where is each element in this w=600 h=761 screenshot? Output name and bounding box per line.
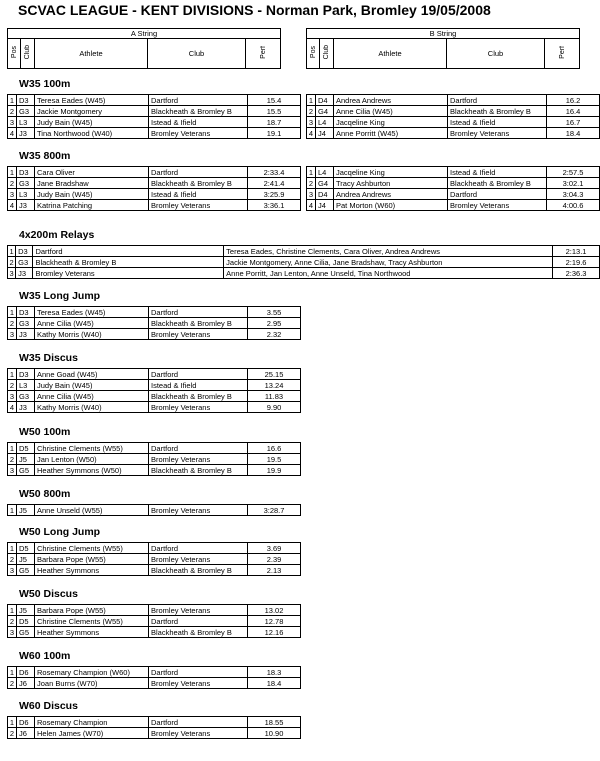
table-row xyxy=(8,554,301,565)
club-cell: Blackheath & Bromley B xyxy=(448,178,547,189)
position-cell: 2 xyxy=(8,178,17,189)
position-cell: 1 xyxy=(8,505,17,516)
table-row xyxy=(8,167,301,178)
performance-cell: 12.16 xyxy=(248,627,301,638)
table-row xyxy=(8,678,301,689)
event-title: W60 Discus xyxy=(19,700,78,712)
table-row xyxy=(8,307,301,318)
performance-cell: 19.5 xyxy=(248,454,301,465)
club-code-header: Club xyxy=(323,45,330,60)
table-row xyxy=(8,565,301,576)
club-code-cell: J5 xyxy=(17,454,35,465)
club-code-cell: G5 xyxy=(17,565,35,576)
athlete-header: Athlete xyxy=(334,39,447,69)
athlete-cell: Jacqeline King xyxy=(334,117,448,128)
club-code-cell: D5 xyxy=(17,616,35,627)
club-cell: Istead & Ifield xyxy=(149,380,248,391)
club-header: Club xyxy=(148,39,246,69)
athlete-cell: Judy Bain (W45) xyxy=(35,189,149,200)
position-cell: 2 xyxy=(8,318,17,329)
club-code-cell: G4 xyxy=(316,178,334,189)
club-code-cell: J5 xyxy=(17,505,35,516)
performance-cell: 3:04.3 xyxy=(547,189,600,200)
table-row xyxy=(307,200,600,211)
athlete-cell: Christine Clements (W55) xyxy=(35,443,149,454)
event-title: W35 Long Jump xyxy=(19,290,101,302)
club-code-cell: G4 xyxy=(316,106,334,117)
club-code-cell: J4 xyxy=(316,128,334,139)
club-code-cell: L4 xyxy=(316,167,334,178)
a-string-results-table xyxy=(7,666,301,689)
athlete-cell: Judy Bain (W45) xyxy=(35,117,149,128)
club-code-cell: G3 xyxy=(17,318,35,329)
club-code-cell: G3 xyxy=(17,178,35,189)
club-cell: Dartford xyxy=(448,189,547,200)
team-cell: Dartford xyxy=(33,246,224,257)
club-header: Club xyxy=(447,39,545,69)
table-row xyxy=(8,391,301,402)
event-title: W35 Discus xyxy=(19,352,78,364)
position-cell: 2 xyxy=(8,106,17,117)
position-cell: 4 xyxy=(8,128,17,139)
club-code-cell: D3 xyxy=(17,167,35,178)
club-cell: Blackheath & Bromley B xyxy=(149,465,248,476)
club-code-cell: J5 xyxy=(17,605,35,616)
table-row xyxy=(8,268,600,279)
position-cell: 4 xyxy=(307,200,316,211)
position-cell: 2 xyxy=(8,554,17,565)
athlete-cell: Andrea Andrews xyxy=(334,95,448,106)
position-cell: 1 xyxy=(8,443,17,454)
performance-cell: 19.9 xyxy=(248,465,301,476)
athlete-cell: Anne Cilia (W45) xyxy=(334,106,448,117)
athlete-cell: Barbara Pope (W55) xyxy=(35,605,149,616)
performance-cell: 13.02 xyxy=(248,605,301,616)
position-cell: 3 xyxy=(8,627,17,638)
club-code-header: Club xyxy=(24,45,31,60)
table-row xyxy=(8,728,301,739)
club-cell: Dartford xyxy=(149,307,248,318)
club-cell: Bromley Veterans xyxy=(149,728,248,739)
position-cell: 4 xyxy=(8,402,17,413)
event-title: W60 100m xyxy=(19,650,71,662)
table-row xyxy=(8,329,301,340)
team-members-cell: Teresa Eades, Christine Clements, Cara Oliver, Andrea Andrews xyxy=(224,246,553,257)
a-string-results-table xyxy=(7,442,301,476)
performance-cell: 25.15 xyxy=(248,369,301,380)
position-cell: 1 xyxy=(8,167,17,178)
club-code-cell: D5 xyxy=(17,443,35,454)
club-code-cell: J3 xyxy=(17,329,35,340)
position-cell: 2 xyxy=(307,178,316,189)
club-cell: Dartford xyxy=(149,717,248,728)
table-row xyxy=(8,369,301,380)
table-row xyxy=(8,667,301,678)
performance-cell: 2.95 xyxy=(248,318,301,329)
performance-cell: 3:25.9 xyxy=(248,189,301,200)
club-cell: Dartford xyxy=(149,167,248,178)
position-cell: 1 xyxy=(8,369,17,380)
pos-header: Pos xyxy=(309,46,317,59)
club-cell: Blackheath & Bromley B xyxy=(149,178,248,189)
athlete-cell: Christine Clements (W55) xyxy=(35,543,149,554)
athlete-cell: Jackie Montgomery xyxy=(35,106,149,117)
performance-cell: 3:02.1 xyxy=(547,178,600,189)
table-row xyxy=(8,200,301,211)
athlete-cell: Jacqeline King xyxy=(334,167,448,178)
position-cell: 1 xyxy=(8,543,17,554)
club-cell: Bromley Veterans xyxy=(149,200,248,211)
table-row xyxy=(8,318,301,329)
table-row xyxy=(8,616,301,627)
table-row xyxy=(307,106,600,117)
table-row xyxy=(8,717,301,728)
club-code-cell: D4 xyxy=(316,95,334,106)
performance-cell: 11.83 xyxy=(248,391,301,402)
relay-results-table xyxy=(7,245,600,279)
table-row xyxy=(8,443,301,454)
club-cell: Dartford xyxy=(149,443,248,454)
club-code-cell: J3 xyxy=(17,402,35,413)
club-cell: Bromley Veterans xyxy=(149,678,248,689)
team-cell: Blackheath & Bromley B xyxy=(33,257,224,268)
position-cell: 3 xyxy=(8,465,17,476)
performance-cell: 2:36.3 xyxy=(553,268,600,279)
athlete-cell: Helen James (W70) xyxy=(35,728,149,739)
a-string-results-table xyxy=(7,94,301,139)
club-cell: Blackheath & Bromley B xyxy=(149,318,248,329)
club-cell: Dartford xyxy=(149,616,248,627)
athlete-cell: Pat Morton (W60) xyxy=(334,200,448,211)
club-cell: Blackheath & Bromley B xyxy=(149,565,248,576)
club-code-cell: D5 xyxy=(17,543,35,554)
club-cell: Blackheath & Bromley B xyxy=(448,106,547,117)
performance-cell: 16.4 xyxy=(547,106,600,117)
performance-cell: 2:57.5 xyxy=(547,167,600,178)
club-code-cell: G5 xyxy=(17,627,35,638)
position-cell: 2 xyxy=(8,616,17,627)
performance-cell: 12.78 xyxy=(248,616,301,627)
club-code-cell: D3 xyxy=(16,246,33,257)
athlete-cell: Tracy Ashburton xyxy=(334,178,448,189)
performance-cell: 9.90 xyxy=(248,402,301,413)
athlete-cell: Teresa Eades (W45) xyxy=(35,95,149,106)
club-cell: Bromley Veterans xyxy=(149,402,248,413)
club-cell: Istead & Ifield xyxy=(149,189,248,200)
position-cell: 1 xyxy=(8,605,17,616)
position-cell: 2 xyxy=(8,380,17,391)
club-cell: Istead & Ifield xyxy=(149,117,248,128)
performance-cell: 2.39 xyxy=(248,554,301,565)
table-row xyxy=(8,505,301,516)
performance-cell: 3.69 xyxy=(248,543,301,554)
athlete-cell: Barbara Pope (W55) xyxy=(35,554,149,565)
table-row xyxy=(8,189,301,200)
club-code-cell: G3 xyxy=(17,391,35,402)
b-string-results-table xyxy=(306,94,600,139)
position-cell: 1 xyxy=(8,307,17,318)
athlete-header: Athlete xyxy=(35,39,148,69)
athlete-cell: Judy Bain (W45) xyxy=(35,380,149,391)
event-title: W50 800m xyxy=(19,488,71,500)
club-cell: Bromley Veterans xyxy=(448,128,547,139)
position-cell: 2 xyxy=(9,257,14,267)
performance-cell: 18.7 xyxy=(248,117,301,128)
performance-cell: 18.4 xyxy=(547,128,600,139)
athlete-cell: Tina Northwood (W40) xyxy=(35,128,149,139)
club-code-cell: L4 xyxy=(316,117,334,128)
event-title: W50 Long Jump xyxy=(19,526,101,538)
event-title: W35 800m xyxy=(19,150,71,162)
club-cell: Blackheath & Bromley B xyxy=(149,106,248,117)
position-cell: 3 xyxy=(8,189,17,200)
b-string-header xyxy=(306,28,580,69)
b-string-label: B String xyxy=(307,29,580,39)
a-string-results-table xyxy=(7,542,301,576)
a-string-results-table xyxy=(7,604,301,638)
performance-cell: 4:00.6 xyxy=(547,200,600,211)
athlete-cell: Jan Lenton (W50) xyxy=(35,454,149,465)
performance-cell: 16.6 xyxy=(248,443,301,454)
table-row xyxy=(307,189,600,200)
athlete-cell: Anne Porritt (W45) xyxy=(334,128,448,139)
perf-header: Perf xyxy=(259,46,267,59)
athlete-cell: Kathy Morris (W40) xyxy=(35,402,149,413)
athlete-cell: Heather Symmons (W50) xyxy=(35,465,149,476)
performance-cell: 10.90 xyxy=(248,728,301,739)
table-row xyxy=(307,128,600,139)
a-string-results-table xyxy=(7,166,301,211)
athlete-cell: Christine Clements (W55) xyxy=(35,616,149,627)
table-row xyxy=(8,465,301,476)
club-code-cell: J6 xyxy=(17,728,35,739)
club-cell: Dartford xyxy=(149,369,248,380)
club-code-cell: G3 xyxy=(17,106,35,117)
club-cell: Blackheath & Bromley B xyxy=(149,391,248,402)
athlete-cell: Anne Cilia (W45) xyxy=(35,318,149,329)
club-cell: Bromley Veterans xyxy=(149,329,248,340)
b-string-results-table xyxy=(306,166,600,211)
team-members-cell: Anne Porritt, Jan Lenton, Anne Unseld, Tina Northwood xyxy=(224,268,553,279)
performance-cell: 19.1 xyxy=(248,128,301,139)
club-code-cell: J3 xyxy=(17,200,35,211)
performance-cell: 2.13 xyxy=(248,565,301,576)
position-cell: 1 xyxy=(307,95,316,106)
performance-cell: 18.3 xyxy=(248,667,301,678)
performance-cell: 2.32 xyxy=(248,329,301,340)
position-cell: 1 xyxy=(8,95,17,106)
club-code-cell: J5 xyxy=(17,554,35,565)
performance-cell: 13.24 xyxy=(248,380,301,391)
performance-cell: 18.55 xyxy=(248,717,301,728)
club-code-cell: D3 xyxy=(17,95,35,106)
position-cell: 1 xyxy=(9,246,14,256)
performance-cell: 18.4 xyxy=(248,678,301,689)
a-string-results-table xyxy=(7,306,301,340)
table-row xyxy=(8,627,301,638)
club-cell: Bromley Veterans xyxy=(149,128,248,139)
athlete-cell: Joan Burns (W70) xyxy=(35,678,149,689)
perf-header: Perf xyxy=(558,46,566,59)
table-row xyxy=(8,605,301,616)
position-cell: 1 xyxy=(8,667,17,678)
athlete-cell: Katrina Patching xyxy=(35,200,149,211)
position-cell: 1 xyxy=(307,167,316,178)
position-cell: 3 xyxy=(307,117,316,128)
position-cell: 3 xyxy=(8,117,17,128)
position-cell: 3 xyxy=(8,329,17,340)
performance-cell: 2:41.4 xyxy=(248,178,301,189)
club-cell: Istead & Ifield xyxy=(448,167,547,178)
table-row xyxy=(8,106,301,117)
table-row xyxy=(307,117,600,128)
table-row xyxy=(8,246,600,257)
athlete-cell: Teresa Eades (W45) xyxy=(35,307,149,318)
athlete-cell: Cara Oliver xyxy=(35,167,149,178)
table-row xyxy=(8,402,301,413)
page-title: SCVAC LEAGUE - KENT DIVISIONS - Norman Park, Bromley 19/05/2008 xyxy=(18,2,491,18)
club-code-cell: G5 xyxy=(17,465,35,476)
athlete-cell: Rosemary Champion (W60) xyxy=(35,667,149,678)
club-code-cell: J3 xyxy=(17,128,35,139)
team-cell: Bromley Veterans xyxy=(33,268,224,279)
position-cell: 2 xyxy=(307,106,316,117)
club-code-cell: L3 xyxy=(17,189,35,200)
table-row xyxy=(8,117,301,128)
athlete-cell: Anne Goad (W45) xyxy=(35,369,149,380)
table-row xyxy=(8,128,301,139)
pos-header: Pos xyxy=(10,46,18,59)
club-cell: Blackheath & Bromley B xyxy=(149,627,248,638)
a-string-results-table xyxy=(7,368,301,413)
performance-cell: 3.55 xyxy=(248,307,301,318)
performance-cell: 16.2 xyxy=(547,95,600,106)
club-code-cell: J3 xyxy=(16,268,33,279)
event-title: W50 Discus xyxy=(19,588,78,600)
position-cell: 3 xyxy=(307,189,316,200)
event-title: 4x200m Relays xyxy=(19,229,95,241)
club-code-cell: L3 xyxy=(17,117,35,128)
club-cell: Bromley Veterans xyxy=(448,200,547,211)
club-cell: Dartford xyxy=(149,543,248,554)
performance-cell: 2:13.1 xyxy=(553,246,600,257)
club-code-cell: D3 xyxy=(17,369,35,380)
table-row xyxy=(307,178,600,189)
athlete-cell: Anne Unseld (W55) xyxy=(35,505,149,516)
a-string-results-table xyxy=(7,716,301,739)
performance-cell: 15.4 xyxy=(248,95,301,106)
club-cell: Bromley Veterans xyxy=(149,454,248,465)
position-cell: 3 xyxy=(8,565,17,576)
position-cell: 2 xyxy=(8,678,17,689)
athlete-cell: Jane Bradshaw xyxy=(35,178,149,189)
a-string-label: A String xyxy=(8,29,281,39)
position-cell: 3 xyxy=(8,391,17,402)
event-title: W50 100m xyxy=(19,426,71,438)
athlete-cell: Rosemary Champion xyxy=(35,717,149,728)
club-cell: Dartford xyxy=(149,95,248,106)
table-row xyxy=(307,95,600,106)
club-code-cell: J6 xyxy=(17,678,35,689)
athlete-cell: Andrea Andrews xyxy=(334,189,448,200)
position-cell: 4 xyxy=(8,200,17,211)
club-code-cell: G3 xyxy=(16,257,33,268)
team-members-cell: Jackie Montgomery, Anne Cilia, Jane Bradshaw, Tracy Ashburton xyxy=(224,257,553,268)
club-cell: Bromley Veterans xyxy=(149,554,248,565)
performance-cell: 16.7 xyxy=(547,117,600,128)
position-cell: 4 xyxy=(307,128,316,139)
table-row xyxy=(8,95,301,106)
table-row xyxy=(8,380,301,391)
athlete-cell: Heather Symmons xyxy=(35,627,149,638)
table-row xyxy=(8,257,600,268)
club-cell: Dartford xyxy=(448,95,547,106)
club-cell: Dartford xyxy=(149,667,248,678)
event-title: W35 100m xyxy=(19,78,71,90)
club-cell: Bromley Veterans xyxy=(149,605,248,616)
performance-cell: 2:33.4 xyxy=(248,167,301,178)
club-code-cell: D6 xyxy=(17,667,35,678)
athlete-cell: Heather Symmons xyxy=(35,565,149,576)
performance-cell: 2:19.6 xyxy=(553,257,600,268)
position-cell: 2 xyxy=(8,728,17,739)
a-string-results-table xyxy=(7,504,301,516)
club-code-cell: D6 xyxy=(17,717,35,728)
position-cell: 3 xyxy=(9,268,14,278)
club-cell: Bromley Veterans xyxy=(149,505,248,516)
table-row xyxy=(8,178,301,189)
athlete-cell: Kathy Morris (W40) xyxy=(35,329,149,340)
club-code-cell: D3 xyxy=(17,307,35,318)
table-row xyxy=(8,454,301,465)
performance-cell: 3:36.1 xyxy=(248,200,301,211)
a-string-header xyxy=(7,28,281,69)
athlete-cell: Anne Cilia (W45) xyxy=(35,391,149,402)
table-row xyxy=(8,543,301,554)
position-cell: 1 xyxy=(8,717,17,728)
club-cell: Istead & Ifield xyxy=(448,117,547,128)
club-code-cell: D4 xyxy=(316,189,334,200)
club-code-cell: L3 xyxy=(17,380,35,391)
position-cell: 2 xyxy=(8,454,17,465)
table-row xyxy=(307,167,600,178)
performance-cell: 3:28.7 xyxy=(248,505,301,516)
performance-cell: 15.5 xyxy=(248,106,301,117)
club-code-cell: J4 xyxy=(316,200,334,211)
